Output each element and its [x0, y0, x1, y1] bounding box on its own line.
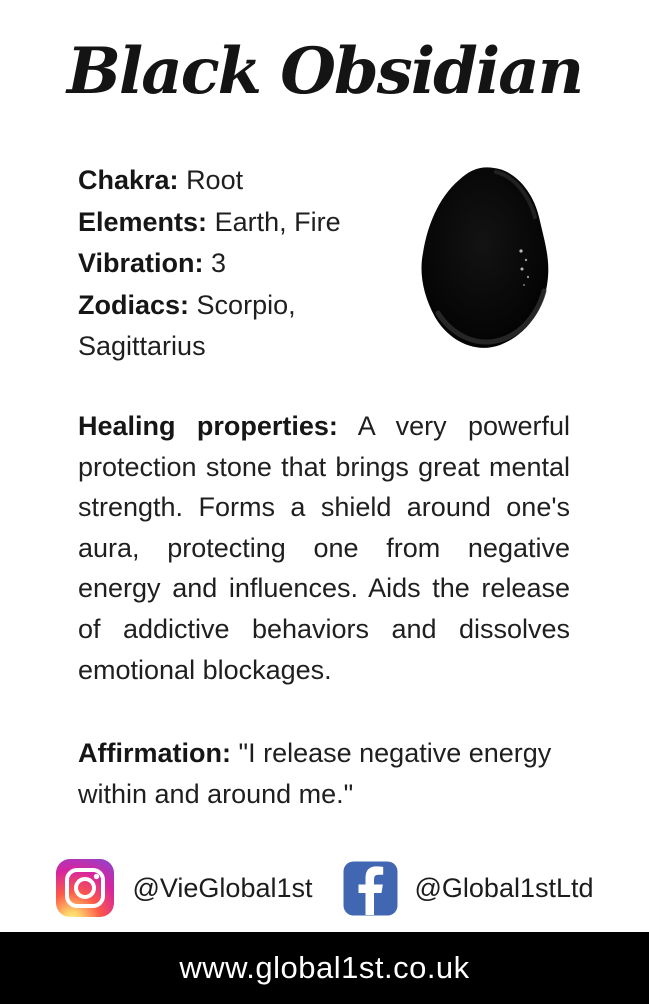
website-url[interactable]: www.global1st.co.uk — [179, 950, 470, 985]
property-vibration — [78, 243, 416, 285]
instagram-icon — [55, 858, 115, 918]
black-obsidian-stone-photo — [418, 163, 560, 357]
property-zodiacs — [78, 285, 416, 368]
property-value: Root — [186, 165, 244, 195]
footer-bar — [0, 932, 649, 1004]
instagram-link[interactable] — [55, 858, 312, 918]
facebook-link[interactable] — [343, 861, 594, 916]
healing-properties-text: A very powerful protection stone that brings great mental strength. Forms a shield around one's aura, protecting one from negative energy and influences. Aids the release of addictive behaviors and dissolves emotional blockages. — [78, 411, 571, 685]
affirmation-label: Affirmation: — [78, 738, 231, 768]
instagram-handle: @VieGlobal1st — [132, 872, 313, 903]
facebook-icon — [343, 861, 398, 916]
property-elements — [78, 202, 416, 244]
property-value: Scorpio, Sagittarius — [78, 289, 296, 361]
healing-properties-label: Healing properties: — [78, 411, 338, 441]
property-label: Chakra: — [78, 165, 179, 195]
properties-list — [78, 160, 416, 368]
affirmation-paragraph — [78, 733, 578, 814]
property-label: Elements: — [78, 206, 208, 237]
property-value: 3 — [211, 248, 227, 278]
property-label: Zodiacs: — [78, 289, 190, 320]
affirmation-text: "I release negative energy within and around me." — [78, 738, 552, 809]
healing-properties-paragraph — [78, 406, 570, 690]
facebook-handle: @Global1stLtd — [414, 872, 594, 903]
property-chakra — [78, 160, 416, 202]
property-label: Vibration: — [78, 248, 204, 278]
property-value: Earth, Fire — [214, 206, 341, 237]
page-title: Black Obsidian — [66, 34, 583, 109]
social-links-row — [0, 856, 649, 920]
